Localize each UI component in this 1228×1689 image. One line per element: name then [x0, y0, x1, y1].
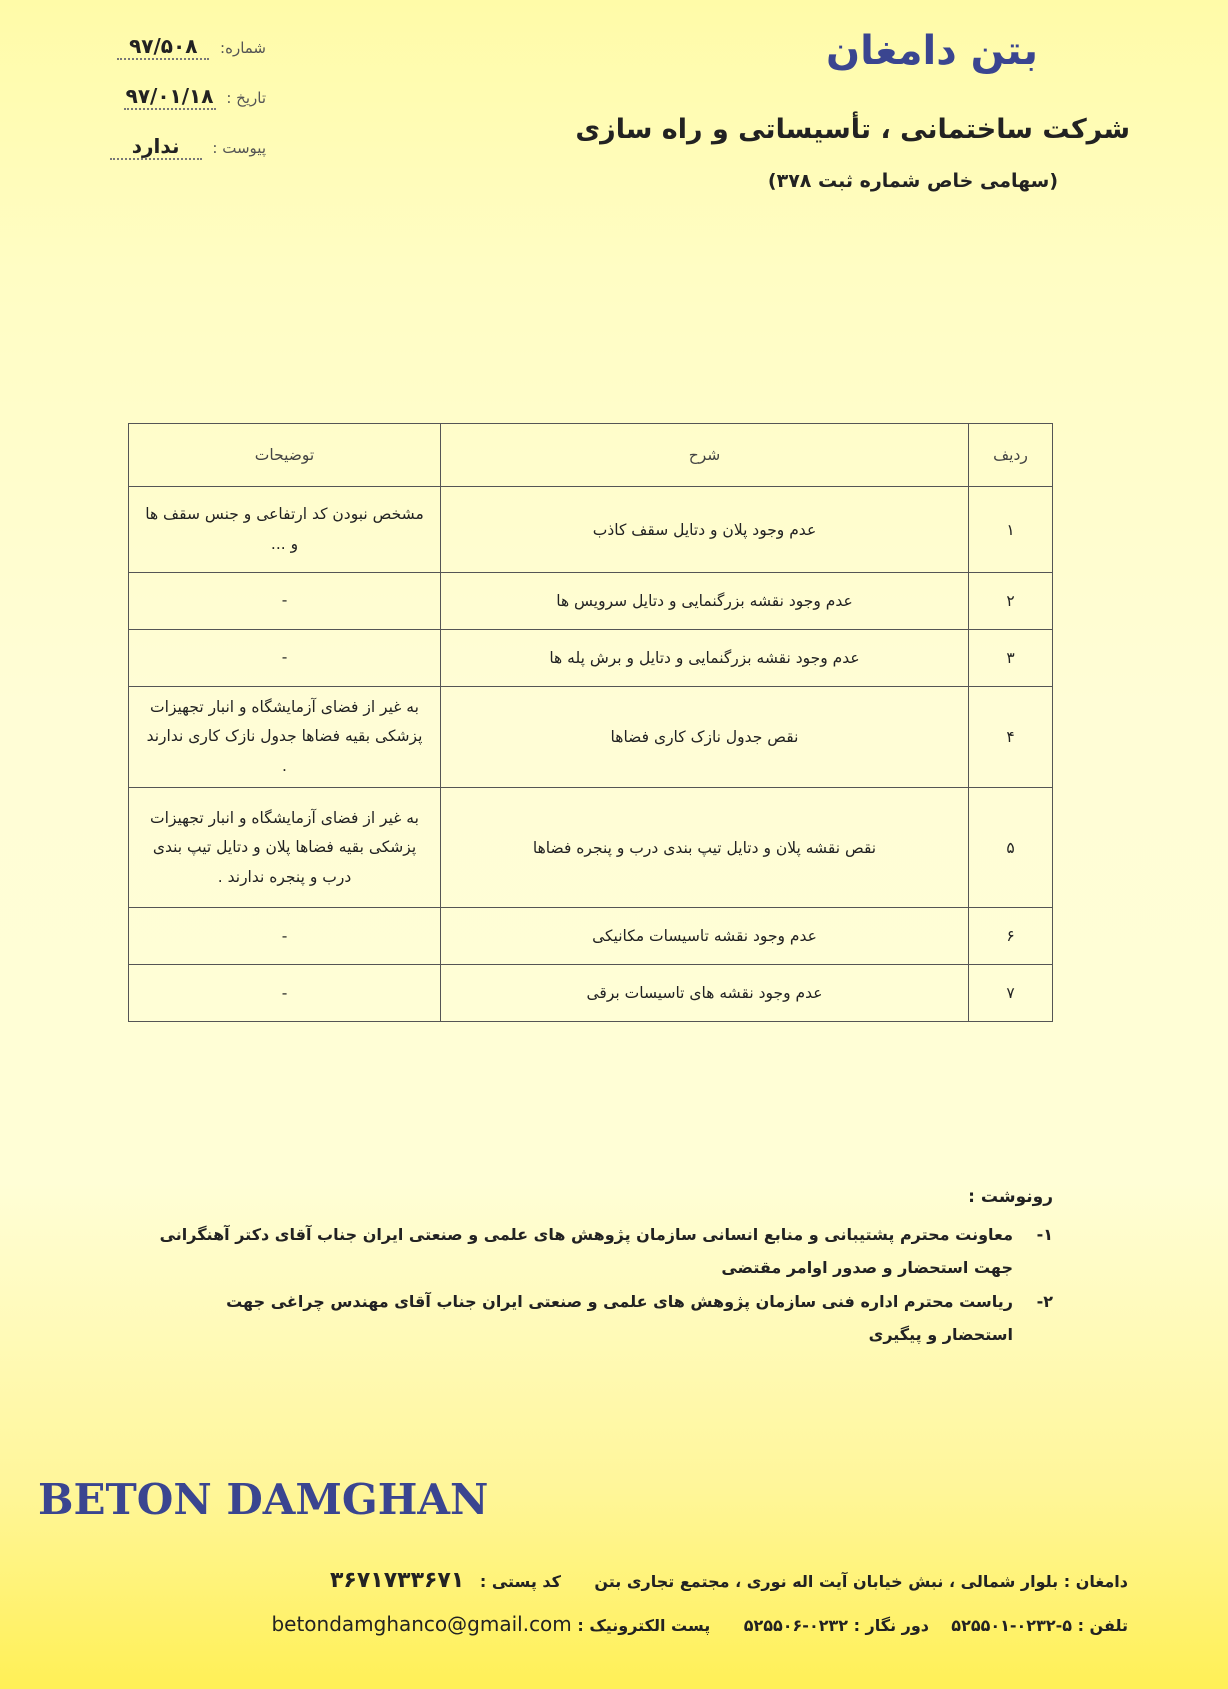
footer-address: دامغان : بلوار شمالی ، نبش خیابان آیت اله نوری ، مجتمع تجاری بتن — [594, 1572, 1128, 1591]
row-number: ۴ — [969, 687, 1053, 788]
letter-number-label: شماره: — [220, 39, 266, 57]
company-name: شرکت ساختمانی ، تأسیساتی و راه سازی — [575, 114, 1130, 145]
brand-logo-en: BETON DAMGHAN — [38, 1475, 489, 1524]
row-number: ۷ — [969, 965, 1053, 1022]
footer-postal-code: ۳۶۷۱۷۳۳۶۷۱ — [330, 1568, 465, 1593]
row-notes: به غیر از فضای آزمایشگاه و انبار تجهیزات پزشکی بقیه فضاها جدول نازک کاری ندارند . — [129, 687, 441, 788]
table-row — [129, 687, 1053, 788]
row-notes: - — [129, 573, 441, 630]
row-description: عدم وجود پلان و دتایل سقف کاذب — [441, 487, 969, 573]
letter-number — [86, 34, 266, 60]
table-row — [129, 573, 1053, 630]
table-row — [129, 487, 1053, 573]
header-notes: توضیحات — [129, 424, 441, 487]
table-row — [129, 908, 1053, 965]
header-row-number: ردیف — [969, 424, 1053, 487]
row-notes: به غیر از فضای آزمایشگاه و انبار تجهیزات پزشکی بقیه فضاها پلان و دتایل تیپ بندی درب و پنجره ندارند . — [129, 788, 441, 908]
letter-attachment-label: پیوست : — [212, 139, 266, 157]
deficiency-table — [128, 423, 1053, 1022]
cc-item-text: معاونت محترم پشتیبانی و منابع انسانی سازمان پژوهش های علمی و صنعتی ایران جناب آقای دکتر آهنگرانی جهت استحضار و صدور اوامر مقتضی — [159, 1224, 1013, 1278]
cc-title: رونوشت : — [968, 1187, 1053, 1207]
registration-info: (سهامی خاص شماره ثبت ۳۷۸) — [767, 170, 1058, 192]
table-row — [129, 788, 1053, 908]
row-description: عدم وجود نقشه بزرگنمایی و دتایل و برش پله ها — [441, 630, 969, 687]
cc-item-number: ۱- — [1036, 1224, 1053, 1244]
letter-date-value: ۹۷/۰۱/۱۸ — [124, 84, 216, 110]
row-description: عدم وجود نقشه بزرگنمایی و دتایل سرویس ها — [441, 573, 969, 630]
header-description: شرح — [441, 424, 969, 487]
cc-item — [153, 1218, 1053, 1285]
row-description: نقص جدول نازک کاری فضاها — [441, 687, 969, 788]
letter-date — [86, 84, 266, 110]
row-notes: - — [129, 630, 441, 687]
footer-email: betondamghanco@gmail.com — [271, 1612, 572, 1636]
row-notes: - — [129, 965, 441, 1022]
row-number: ۶ — [969, 908, 1053, 965]
cc-section — [153, 1180, 1053, 1352]
footer-contact-line — [128, 1612, 1128, 1636]
row-description: عدم وجود نقشه تاسیسات مکانیکی — [441, 908, 969, 965]
table-row — [129, 630, 1053, 687]
footer-phone: تلفن : ۵-۰۲۳۲-۵۲۵۵۰۱ — [951, 1616, 1128, 1635]
letter-attachment — [86, 134, 266, 160]
row-notes: - — [129, 908, 441, 965]
row-description: عدم وجود نقشه های تاسیسات برقی — [441, 965, 969, 1022]
row-number: ۲ — [969, 573, 1053, 630]
letter-number-value: ۹۷/۵۰۸ — [117, 34, 209, 60]
row-number: ۳ — [969, 630, 1053, 687]
cc-item — [153, 1285, 1053, 1352]
footer-fax: دور نگار : ۰۲۳۲-۵۲۵۵۰۶ — [743, 1616, 930, 1635]
letter-date-label: تاریخ : — [226, 89, 266, 107]
row-number: ۵ — [969, 788, 1053, 908]
footer-address-line — [128, 1568, 1128, 1593]
cc-item-text: ریاست محترم اداره فنی سازمان پژوهش های علمی و صنعتی ایران جناب آقای مهندس چراغی جهت استحضار و پیگیری — [226, 1291, 1013, 1345]
footer-email-label: پست الکترونیک : — [577, 1616, 711, 1635]
row-description: نقص نقشه پلان و دتایل تیپ بندی درب و پنجره فضاها — [441, 788, 969, 908]
row-number: ۱ — [969, 487, 1053, 573]
row-notes: مشخص نبودن کد ارتفاعی و جنس سقف ها و ... — [129, 487, 441, 573]
footer-postal-label: کد پستی : — [479, 1572, 561, 1591]
table-row — [129, 965, 1053, 1022]
cc-item-number: ۲- — [1036, 1291, 1053, 1311]
brand-logo-fa: بتن دامغان — [825, 28, 1038, 74]
letter-attachment-value: ندارد — [110, 134, 202, 160]
table-header-row — [129, 424, 1053, 487]
